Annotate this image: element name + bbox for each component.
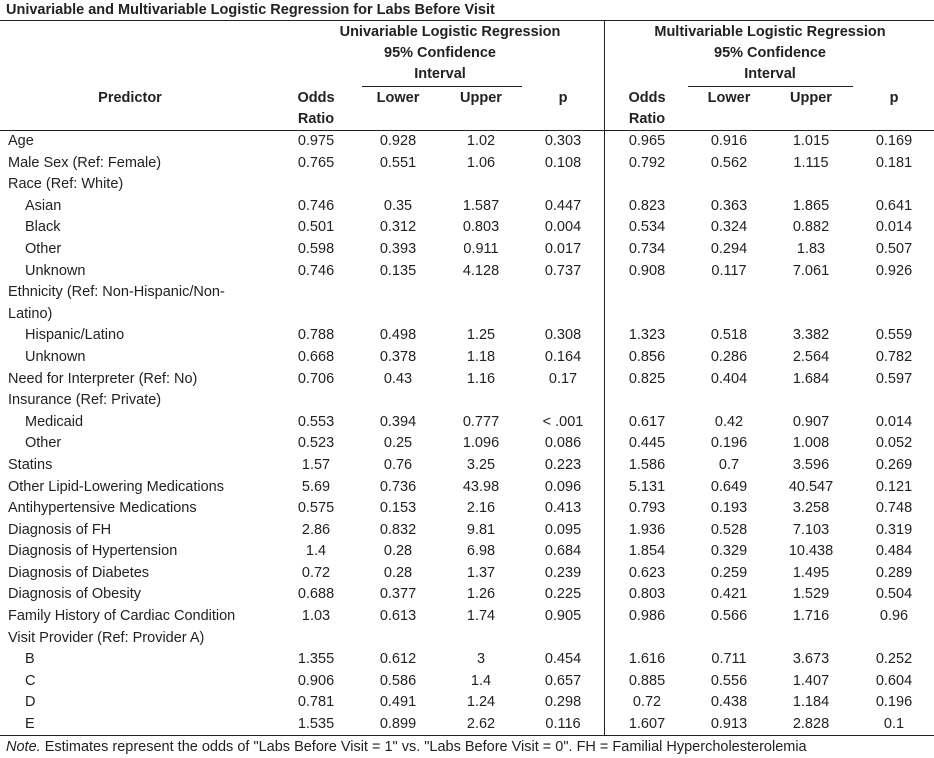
multi-or-header-line1: Odds [628, 90, 666, 106]
uni-upper-cell: 0.777 [462, 413, 500, 430]
uni-odds-ratio-cell: 0.765 [297, 154, 335, 171]
predictor-label: Age [8, 133, 34, 149]
table-note [6, 737, 807, 758]
uni-lower-cell: 0.586 [379, 672, 417, 689]
multi-lower-cell: 0.363 [710, 197, 748, 214]
table-row [0, 325, 934, 347]
note-text: Estimates represent the odds of "Labs Before Visit = 1" vs. "Labs Before Visit = 0". FH = Familial Hypercholesterolemia [40, 739, 807, 755]
multi-upper-cell: 3.673 [792, 651, 830, 668]
uni-upper-cell: 3.25 [466, 456, 496, 473]
multi-p-cell: 0.181 [875, 154, 913, 171]
multi-ci-header-line1: 95% Confidence [714, 45, 826, 61]
uni-lower-cell: 0.899 [379, 716, 417, 733]
table-row [0, 433, 934, 455]
uni-p-cell: 0.017 [544, 240, 582, 257]
predictor-label: Unknown [25, 262, 86, 279]
table-row [0, 174, 934, 196]
predictor-label: C [25, 672, 36, 689]
uni-lower-cell: 0.498 [379, 327, 417, 344]
uni-p-cell: 0.164 [544, 348, 582, 365]
multi-p-header: p [889, 90, 899, 106]
uni-ci-header-line1: 95% Confidence [384, 45, 496, 61]
uni-odds-ratio-cell: 0.523 [297, 435, 335, 452]
uni-lower-cell: 0.35 [383, 197, 413, 214]
multi-odds-ratio-cell: 1.323 [628, 327, 666, 344]
multi-upper-cell: 7.103 [792, 521, 830, 538]
predictor-label: Other [25, 435, 62, 452]
uni-odds-ratio-cell: 1.03 [301, 608, 331, 625]
uni-upper-cell: 1.24 [466, 694, 496, 711]
table-row [0, 282, 934, 325]
multi-p-cell: 0.1 [883, 716, 905, 733]
multi-upper-cell: 1.008 [792, 435, 830, 452]
multi-odds-ratio-cell: 0.965 [628, 133, 666, 149]
multi-ci-header-line2: Interval [744, 66, 796, 82]
multi-odds-ratio-cell: 1.854 [628, 543, 666, 560]
uni-odds-ratio-cell: 1.535 [297, 716, 335, 733]
uni-p-cell: 0.905 [544, 608, 582, 625]
multi-odds-ratio-cell: 0.72 [632, 694, 662, 711]
predictor-label: Diagnosis of Obesity [8, 586, 141, 603]
multi-upper-cell: 3.382 [792, 327, 830, 344]
uni-odds-ratio-cell: 0.975 [297, 133, 335, 149]
uni-p-cell: 0.17 [548, 370, 578, 387]
table-title: Univariable and Multivariable Logistic Regression for Labs Before Visit [6, 2, 495, 18]
table-row [0, 390, 934, 412]
uni-upper-cell: 2.16 [466, 500, 496, 517]
predictor-label: Medicaid [25, 413, 84, 430]
uni-upper-cell: 1.25 [466, 327, 496, 344]
uni-lower-cell: 0.736 [379, 478, 417, 495]
multi-p-cell: 0.641 [875, 197, 913, 214]
multi-odds-ratio-cell: 0.986 [628, 608, 666, 625]
multi-lower-cell: 0.7 [718, 456, 740, 473]
uni-lower-cell: 0.43 [383, 370, 413, 387]
uni-upper-cell: 1.26 [466, 586, 496, 603]
uni-lower-cell: 0.394 [379, 413, 417, 430]
uni-upper-cell: 43.98 [462, 478, 500, 495]
multi-lower-cell: 0.329 [710, 543, 748, 560]
uni-p-cell: 0.223 [544, 456, 582, 473]
multi-upper-cell: 1.716 [792, 608, 830, 625]
predictor-label: Need for Interpreter (Ref: No) [8, 370, 198, 387]
multi-lower-cell: 0.518 [710, 327, 748, 344]
uni-lower-cell: 0.25 [383, 435, 413, 452]
uni-p-cell: 0.239 [544, 564, 582, 581]
uni-or-header-line1: Odds [297, 90, 335, 106]
multi-lower-cell: 0.562 [710, 154, 748, 171]
multi-p-cell: 0.289 [875, 564, 913, 581]
multivariable-group-header: Multivariable Logistic Regression [654, 24, 886, 40]
table-row [0, 498, 934, 520]
table-row [0, 714, 934, 736]
multi-upper-cell: 7.061 [792, 262, 830, 279]
predictor-label: D [25, 694, 36, 711]
uni-odds-ratio-cell: 1.57 [301, 456, 331, 473]
multi-p-cell: 0.559 [875, 327, 913, 344]
uni-upper-cell: 1.096 [462, 435, 500, 452]
multi-lower-cell: 0.528 [710, 521, 748, 538]
uni-p-cell: 0.298 [544, 694, 582, 711]
predictor-label: Antihypertensive Medications [8, 500, 197, 517]
table-row [0, 196, 934, 218]
multi-lower-cell: 0.294 [710, 240, 748, 257]
multi-upper-cell: 1.015 [792, 133, 830, 149]
uni-lower-cell: 0.28 [383, 564, 413, 581]
uni-odds-ratio-cell: 0.706 [297, 370, 335, 387]
multi-lower-cell: 0.916 [710, 133, 748, 149]
uni-upper-header: Upper [460, 90, 502, 106]
predictor-label: Family History of Cardiac Condition [8, 608, 236, 625]
uni-p-cell: 0.225 [544, 586, 582, 603]
multi-lower-cell: 0.324 [710, 219, 748, 236]
multi-upper-cell: 1.407 [792, 672, 830, 689]
multi-upper-cell: 1.184 [792, 694, 830, 711]
uni-upper-cell: 0.803 [462, 219, 500, 236]
multi-odds-ratio-cell: 0.908 [628, 262, 666, 279]
predictor-label: Visit Provider (Ref: Provider A) [8, 629, 205, 646]
predictor-label: Male Sex (Ref: Female) [8, 154, 162, 171]
table-body [0, 131, 934, 736]
multi-odds-ratio-cell: 0.734 [628, 240, 666, 257]
multi-lower-header: Lower [707, 90, 751, 106]
uni-upper-cell: 3 [476, 651, 486, 668]
uni-upper-cell: 1.16 [466, 370, 496, 387]
multi-odds-ratio-cell: 0.617 [628, 413, 666, 430]
multi-upper-cell: 1.865 [792, 197, 830, 214]
table-row [0, 563, 934, 585]
uni-p-cell: 0.657 [544, 672, 582, 689]
uni-upper-cell: 4.128 [462, 262, 500, 279]
multi-odds-ratio-cell: 1.936 [628, 521, 666, 538]
uni-p-cell: 0.308 [544, 327, 582, 344]
uni-lower-header: Lower [376, 90, 420, 106]
uni-upper-cell: 1.74 [466, 608, 496, 625]
uni-p-cell: 0.004 [544, 219, 582, 236]
table-row [0, 239, 934, 261]
bottom-rule [0, 735, 934, 736]
uni-lower-cell: 0.393 [379, 240, 417, 257]
uni-p-cell: < .001 [542, 413, 584, 430]
uni-p-cell: 0.684 [544, 543, 582, 560]
multi-odds-ratio-cell: 1.616 [628, 651, 666, 668]
multi-p-cell: 0.014 [875, 413, 913, 430]
uni-ci-header-line2: Interval [414, 66, 466, 82]
uni-odds-ratio-cell: 0.575 [297, 500, 335, 517]
multi-odds-ratio-cell: 0.803 [628, 586, 666, 603]
multi-upper-cell: 1.529 [792, 586, 830, 603]
multi-p-cell: 0.121 [875, 478, 913, 495]
predictor-label: Race (Ref: White) [8, 176, 124, 193]
uni-p-cell: 0.096 [544, 478, 582, 495]
uni-upper-cell: 1.02 [466, 133, 496, 149]
uni-p-cell: 0.303 [544, 133, 582, 149]
multi-upper-cell: 40.547 [788, 478, 834, 495]
predictor-label: Other [25, 240, 62, 257]
multi-lower-cell: 0.566 [710, 608, 748, 625]
multi-p-cell: 0.052 [875, 435, 913, 452]
table-row [0, 628, 934, 650]
uni-upper-cell: 1.06 [466, 154, 496, 171]
multi-p-cell: 0.597 [875, 370, 913, 387]
uni-odds-ratio-cell: 2.86 [301, 521, 331, 538]
uni-odds-ratio-cell: 0.72 [301, 564, 331, 581]
uni-upper-cell: 1.18 [466, 348, 496, 365]
multi-upper-header: Upper [790, 90, 832, 106]
table-row [0, 584, 934, 606]
table-row [0, 477, 934, 499]
predictor-label: Diagnosis of Hypertension [8, 543, 178, 560]
uni-odds-ratio-cell: 0.746 [297, 197, 335, 214]
multi-upper-cell: 0.882 [792, 219, 830, 236]
multi-lower-cell: 0.286 [710, 348, 748, 365]
uni-p-cell: 0.086 [544, 435, 582, 452]
uni-p-cell: 0.413 [544, 500, 582, 517]
multi-odds-ratio-cell: 1.586 [628, 456, 666, 473]
multi-upper-cell: 3.596 [792, 456, 830, 473]
note-label: Note. [6, 739, 41, 755]
multi-lower-cell: 0.711 [711, 651, 747, 668]
multi-p-cell: 0.96 [879, 608, 909, 625]
uni-odds-ratio-cell: 0.781 [297, 694, 335, 711]
uni-lower-cell: 0.378 [379, 348, 417, 365]
multi-lower-cell: 0.649 [710, 478, 748, 495]
uni-p-cell: 0.737 [544, 262, 582, 279]
uni-lower-cell: 0.613 [379, 608, 417, 625]
uni-p-cell: 0.116 [545, 716, 581, 733]
table-row [0, 217, 934, 239]
multi-p-cell: 0.269 [875, 456, 913, 473]
multi-p-cell: 0.782 [875, 348, 913, 365]
table-row [0, 369, 934, 391]
uni-odds-ratio-cell: 0.598 [297, 240, 335, 257]
predictor-label: Ethnicity (Ref: Non-Hispanic/Non-Latino) [8, 284, 225, 322]
uni-upper-cell: 2.62 [466, 716, 496, 733]
multi-lower-cell: 0.913 [710, 716, 748, 733]
multi-odds-ratio-cell: 0.623 [628, 564, 666, 581]
uni-p-header: p [558, 90, 568, 106]
uni-lower-cell: 0.76 [383, 456, 413, 473]
predictor-label: Hispanic/Latino [25, 327, 125, 344]
multi-p-cell: 0.196 [875, 694, 913, 711]
predictor-label: Diagnosis of Diabetes [8, 564, 150, 581]
table-row [0, 131, 934, 153]
uni-odds-ratio-cell: 0.668 [297, 348, 335, 365]
uni-p-cell: 0.447 [544, 197, 582, 214]
multi-odds-ratio-cell: 0.534 [628, 219, 666, 236]
multi-p-cell: 0.504 [875, 586, 913, 603]
multi-odds-ratio-cell: 0.856 [628, 348, 666, 365]
multi-upper-cell: 1.115 [793, 154, 829, 171]
multi-lower-cell: 0.556 [710, 672, 748, 689]
uni-lower-cell: 0.832 [379, 521, 417, 538]
uni-upper-cell: 1.37 [466, 564, 496, 581]
multi-p-cell: 0.014 [875, 219, 913, 236]
table-row [0, 153, 934, 175]
uni-p-cell: 0.095 [544, 521, 582, 538]
multi-or-header-line2: Ratio [628, 111, 666, 127]
uni-upper-cell: 1.587 [462, 197, 500, 214]
uni-odds-ratio-cell: 0.788 [297, 327, 335, 344]
multi-p-cell: 0.252 [875, 651, 913, 668]
uni-odds-ratio-cell: 0.746 [297, 262, 335, 279]
table-row [0, 649, 934, 671]
multi-odds-ratio-cell: 0.825 [628, 370, 666, 387]
table-row [0, 671, 934, 693]
multi-odds-ratio-cell: 0.885 [628, 672, 666, 689]
multi-odds-ratio-cell: 1.607 [628, 716, 666, 733]
multi-upper-cell: 1.495 [792, 564, 830, 581]
multi-p-cell: 0.748 [875, 500, 913, 517]
uni-lower-cell: 0.612 [379, 651, 417, 668]
table-row [0, 541, 934, 563]
multi-p-cell: 0.319 [875, 521, 913, 538]
uni-lower-cell: 0.312 [379, 219, 417, 236]
multi-upper-cell: 2.828 [792, 716, 830, 733]
multi-odds-ratio-cell: 0.823 [628, 197, 666, 214]
table-row [0, 412, 934, 434]
multi-p-cell: 0.484 [875, 543, 913, 560]
multi-lower-cell: 0.259 [710, 564, 748, 581]
uni-upper-cell: 0.911 [463, 240, 499, 257]
uni-odds-ratio-cell: 0.501 [297, 219, 335, 236]
table-row [0, 261, 934, 283]
multi-odds-ratio-cell: 0.445 [628, 435, 666, 452]
multi-lower-cell: 0.193 [710, 500, 748, 517]
uni-odds-ratio-cell: 5.69 [301, 478, 331, 495]
multi-lower-cell: 0.438 [710, 694, 748, 711]
uni-upper-cell: 6.98 [466, 543, 496, 560]
table-row [0, 455, 934, 477]
uni-lower-cell: 0.135 [379, 262, 417, 279]
predictor-label: Diagnosis of FH [8, 521, 112, 538]
uni-p-cell: 0.454 [544, 651, 582, 668]
uni-lower-cell: 0.551 [379, 154, 417, 171]
multi-lower-cell: 0.421 [710, 586, 748, 603]
multi-lower-cell: 0.42 [714, 413, 744, 430]
multi-upper-cell: 0.907 [792, 413, 830, 430]
predictor-label: Unknown [25, 348, 86, 365]
predictor-label: E [25, 716, 35, 733]
top-rule [0, 20, 934, 21]
uni-lower-cell: 0.491 [379, 694, 417, 711]
multi-p-cell: 0.169 [875, 133, 913, 149]
multi-ci-underline [688, 86, 853, 87]
predictor-header: Predictor [98, 90, 162, 106]
multi-upper-cell: 1.83 [796, 240, 826, 257]
multi-p-cell: 0.604 [875, 672, 913, 689]
uni-upper-cell: 9.81 [466, 521, 496, 538]
multi-upper-cell: 10.438 [788, 543, 834, 560]
table-row [0, 347, 934, 369]
multi-p-cell: 0.507 [875, 240, 913, 257]
uni-or-header-line2: Ratio [297, 111, 335, 127]
univariable-group-header: Univariable Logistic Regression [339, 24, 561, 40]
predictor-label: Black [25, 219, 61, 236]
multi-odds-ratio-cell: 5.131 [628, 478, 666, 495]
multi-upper-cell: 3.258 [792, 500, 830, 517]
uni-odds-ratio-cell: 0.688 [297, 586, 335, 603]
predictor-label: Insurance (Ref: Private) [8, 392, 162, 409]
predictor-label: Asian [25, 197, 62, 214]
multi-odds-ratio-cell: 0.793 [628, 500, 666, 517]
uni-odds-ratio-cell: 1.4 [305, 543, 327, 560]
uni-lower-cell: 0.928 [379, 133, 417, 149]
uni-upper-cell: 1.4 [470, 672, 492, 689]
predictor-label: Other Lipid-Lowering Medications [8, 478, 224, 495]
uni-odds-ratio-cell: 0.906 [297, 672, 335, 689]
multi-lower-cell: 0.117 [711, 262, 747, 279]
uni-odds-ratio-cell: 1.355 [297, 651, 335, 668]
predictor-label: B [25, 651, 35, 668]
multi-lower-cell: 0.404 [710, 370, 748, 387]
table-row [0, 520, 934, 542]
uni-odds-ratio-cell: 0.553 [297, 413, 335, 430]
table-row [0, 606, 934, 628]
table-row [0, 692, 934, 714]
multi-odds-ratio-cell: 0.792 [628, 154, 666, 171]
uni-ci-underline [362, 86, 522, 87]
predictor-label: Statins [8, 456, 53, 473]
multi-upper-cell: 2.564 [792, 348, 830, 365]
multi-upper-cell: 1.684 [792, 370, 830, 387]
uni-lower-cell: 0.153 [379, 500, 417, 517]
multi-p-cell: 0.926 [875, 262, 913, 279]
uni-lower-cell: 0.377 [379, 586, 417, 603]
uni-p-cell: 0.108 [544, 154, 582, 171]
multi-lower-cell: 0.196 [710, 435, 748, 452]
uni-lower-cell: 0.28 [383, 543, 413, 560]
